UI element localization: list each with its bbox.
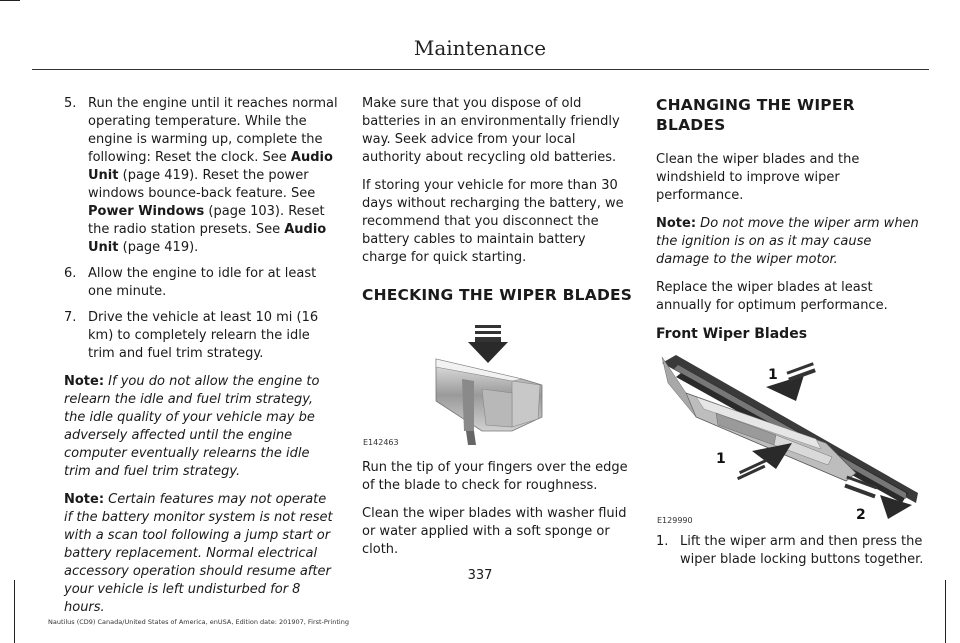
list-item-step-1 bbox=[656, 533, 928, 569]
arrow-down-icon bbox=[468, 325, 508, 363]
page-header-title: Maintenance bbox=[413, 36, 547, 60]
column-right bbox=[656, 95, 928, 577]
ref-audio-unit[interactable]: Audio Unit bbox=[88, 150, 333, 183]
item-text: (page 419). Reset the power windows bounce-back feature. See bbox=[88, 168, 316, 201]
page-number: 337 bbox=[467, 568, 493, 583]
paragraph-dispose: Make sure that you dispose of old batteries in an environmentally friendly way. Seek advice from your local authority about recycling old batteries. bbox=[362, 96, 620, 165]
crop-mark bbox=[945, 580, 946, 643]
figure-code: E142463 bbox=[363, 438, 399, 447]
list-number: 6. bbox=[64, 266, 77, 281]
note-battery-monitor bbox=[64, 491, 338, 617]
crop-mark bbox=[0, 0, 20, 1]
header-divider bbox=[32, 69, 929, 70]
callout-1-top: 1 bbox=[768, 367, 778, 383]
callout-2: 2 bbox=[856, 507, 866, 523]
list-item-5 bbox=[64, 95, 338, 257]
list-number: 1. bbox=[656, 534, 669, 549]
figure-code: E129990 bbox=[657, 516, 693, 525]
note-label: Note: bbox=[656, 216, 697, 231]
item-text: Drive the vehicle at least 10 mi (16 km) to completely relearn the idle trim and fuel trim strategy. bbox=[88, 310, 319, 361]
note-text: If you do not allow the engine to relearn the idle and fuel trim strategy, the idle quality of your vehicle may be adversely affected until the engine computer eventually relearns the idle trim and fuel trim strategy. bbox=[64, 374, 320, 479]
note-idle-trim bbox=[64, 373, 338, 481]
crop-mark bbox=[14, 580, 15, 643]
callout-1-bottom: 1 bbox=[716, 451, 726, 467]
section-heading-changing: CHANGING THE WIPER BLADES bbox=[656, 96, 855, 134]
arrow-press-icon bbox=[737, 443, 792, 480]
wiper-blade-illustration bbox=[362, 319, 633, 447]
wiper-locking-illustration bbox=[656, 353, 928, 525]
note-text: Certain features may not operate if the battery monitor system is not reset with a scan tool following a jump start or battery replacement. Normal electrical accessory operation should resume after your vehicle is left undisturbed for 8 hours. bbox=[64, 492, 333, 615]
paragraph-clean-blades: Clean the wiper blades with washer fluid or water applied with a soft sponge or cloth. bbox=[362, 506, 627, 557]
ref-audio-unit[interactable]: Audio Unit bbox=[88, 222, 327, 255]
ref-power-windows[interactable]: Power Windows bbox=[88, 204, 205, 219]
figure-wiper-check bbox=[362, 319, 633, 447]
item-text: (page 103). Reset the radio station presets. See bbox=[88, 204, 325, 237]
list-number: 5. bbox=[64, 96, 77, 111]
footer-edition: Nautilus (CD9) Canada/United States of America, enUSA, Edition date: 201907, First-Printing bbox=[48, 618, 349, 626]
section-heading-checking: CHECKING THE WIPER BLADES bbox=[362, 286, 633, 304]
item-text: (page 419). bbox=[118, 240, 199, 255]
note-label: Note: bbox=[64, 374, 105, 389]
paragraph-check-roughness: Run the tip of your fingers over the edge of the blade to check for roughness. bbox=[362, 460, 628, 493]
list-item-7 bbox=[64, 309, 338, 363]
list-item-6 bbox=[64, 265, 338, 301]
item-text: Run the engine until it reaches normal operating temperature. While the engine is warming up, complete the following: Reset the clock. See bbox=[88, 96, 338, 165]
note-wiper-arm bbox=[656, 215, 928, 269]
note-label: Note: bbox=[64, 492, 105, 507]
paragraph-replace-annually: Replace the wiper blades at least annually for optimum performance. bbox=[656, 280, 888, 313]
list-number: 7. bbox=[64, 310, 77, 325]
paragraph-storing: If storing your vehicle for more than 30 days without recharging the battery, we recommend that you disconnect the battery cables to maintain battery charge for quick starting. bbox=[362, 178, 624, 265]
item-text: Lift the wiper arm and then press the wiper blade locking buttons together. bbox=[680, 534, 924, 567]
figure-wiper-change bbox=[656, 353, 928, 525]
column-left bbox=[64, 95, 338, 627]
subheading-front-wiper: Front Wiper Blades bbox=[656, 326, 808, 342]
column-middle bbox=[362, 95, 633, 569]
note-text: Do not move the wiper arm when the ignition is on as it may cause damage to the wiper motor. bbox=[656, 216, 919, 267]
item-text: Allow the engine to idle for at least one minute. bbox=[88, 266, 317, 299]
paragraph-clean-windshield: Clean the wiper blades and the windshield to improve wiper performance. bbox=[656, 152, 860, 203]
